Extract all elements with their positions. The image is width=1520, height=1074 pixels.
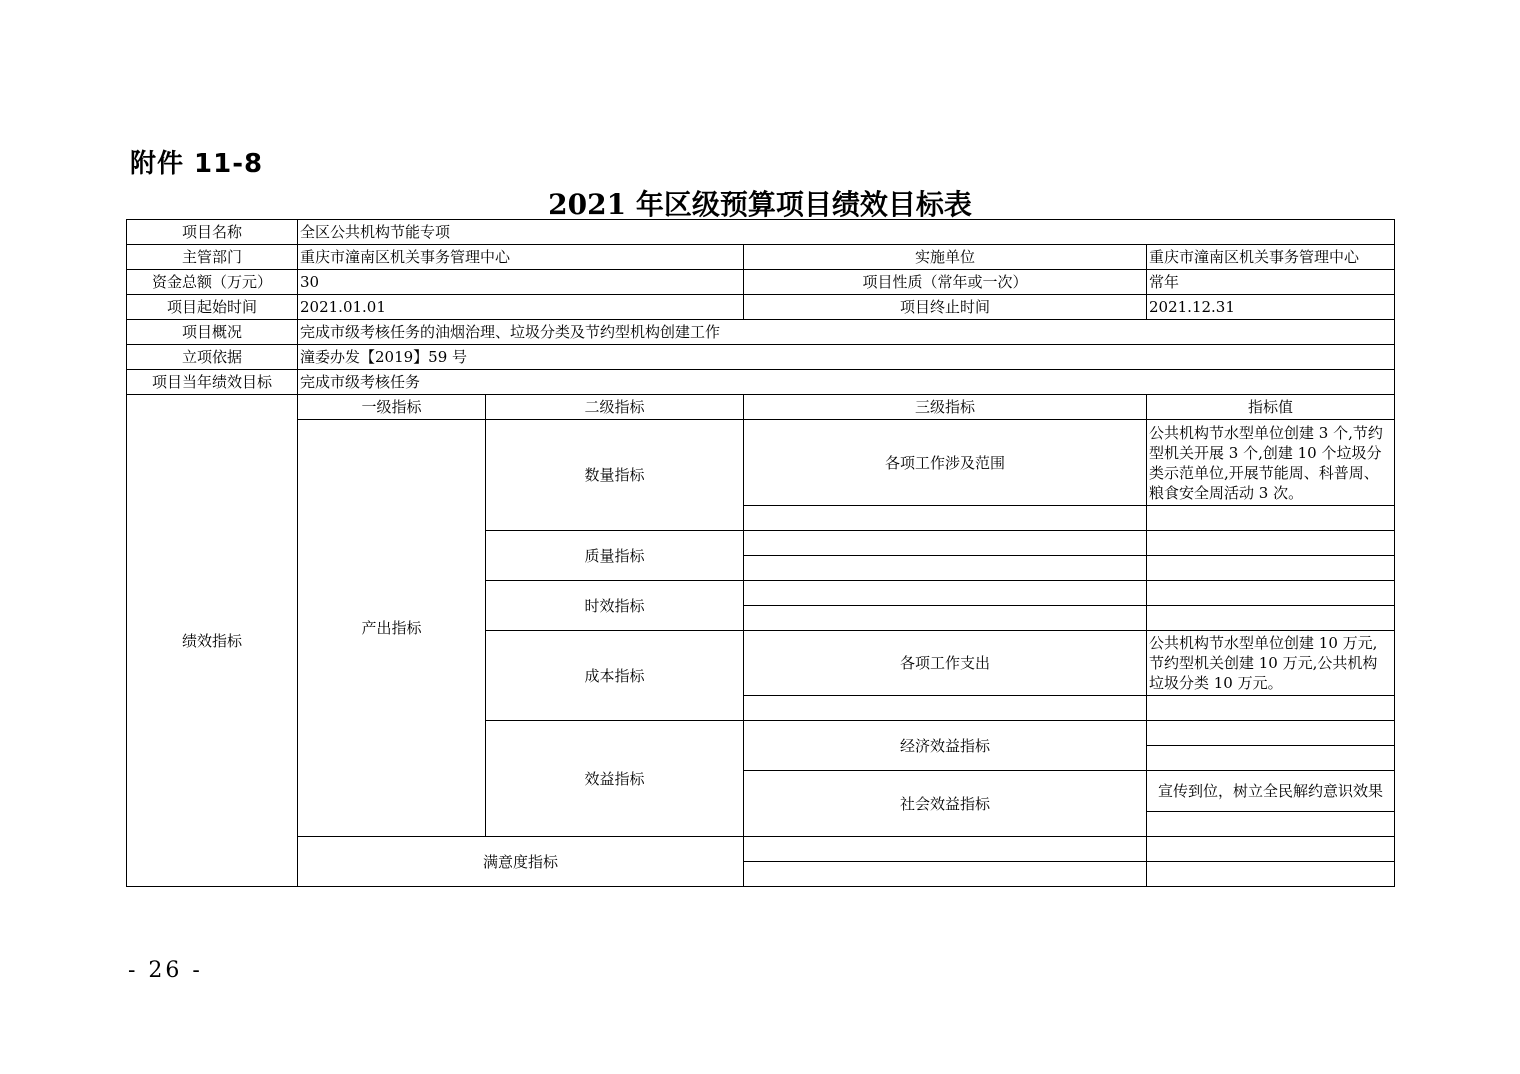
social-indicator: 社会效益指标 (744, 771, 1147, 837)
goal-value: 完成市级考核任务 (298, 370, 1395, 395)
attachment-label: 附件 11-8 (130, 149, 264, 179)
start-value: 2021.01.01 (298, 295, 744, 320)
start-label: 项目起始时间 (127, 295, 298, 320)
cost-indicator: 成本指标 (486, 631, 744, 721)
satisfaction-indicator: 满意度指标 (298, 837, 744, 887)
fund-value: 30 (298, 270, 744, 295)
empty-cell (1147, 837, 1395, 862)
performance-indicators-label: 绩效指标 (127, 395, 298, 887)
empty-cell (744, 506, 1147, 531)
table-row (127, 370, 1395, 395)
overview-value: 完成市级考核任务的油烟治理、垃圾分类及节约型机构创建工作 (298, 320, 1395, 345)
cost-value: 公共机构节水型单位创建 10 万元,节约型机关创建 10 万元,公共机构垃圾分类 10 万元。 (1147, 631, 1395, 696)
header-level3: 三级指标 (744, 395, 1147, 420)
overview-label: 项目概况 (127, 320, 298, 345)
dept-value: 重庆市潼南区机关事务管理中心 (298, 245, 744, 270)
empty-cell (744, 606, 1147, 631)
empty-cell (744, 531, 1147, 556)
basis-value: 潼委办发【2019】59 号 (298, 345, 1395, 370)
quantity-value: 公共机构节水型单位创建 3 个,节约型机关开展 3 个,创建 10 个垃圾分类示范单位,开展节能周、科普周、粮食安全周活动 3 次。 (1147, 420, 1395, 506)
table-row (127, 345, 1395, 370)
end-value: 2021.12.31 (1147, 295, 1395, 320)
empty-cell (1147, 812, 1395, 837)
empty-cell (744, 581, 1147, 606)
page-number: - 26 - (128, 958, 203, 983)
quantity-item: 各项工作涉及范围 (744, 420, 1147, 506)
empty-cell (744, 837, 1147, 862)
table-row (127, 837, 1395, 862)
empty-cell (1147, 531, 1395, 556)
benefit-indicator: 效益指标 (486, 721, 744, 837)
dept-label: 主管部门 (127, 245, 298, 270)
end-label: 项目终止时间 (744, 295, 1147, 320)
empty-cell (744, 862, 1147, 887)
impl-value: 重庆市潼南区机关事务管理中心 (1147, 245, 1395, 270)
table-row (127, 245, 1395, 270)
social-item: 宣传到位，树立全民解约意识效果 (1147, 771, 1395, 812)
table-row (127, 320, 1395, 345)
table-row (127, 395, 1395, 420)
table-row (127, 420, 1395, 506)
cost-item: 各项工作支出 (744, 631, 1147, 696)
fund-label: 资金总额（万元） (127, 270, 298, 295)
output-indicator: 产出指标 (298, 420, 486, 837)
basis-label: 立项依据 (127, 345, 298, 370)
empty-cell (1147, 746, 1395, 771)
header-level2: 二级指标 (486, 395, 744, 420)
nature-value: 常年 (1147, 270, 1395, 295)
empty-cell (1147, 556, 1395, 581)
table-row (127, 270, 1395, 295)
project-name-value: 全区公共机构节能专项 (298, 220, 1395, 245)
header-level1: 一级指标 (298, 395, 486, 420)
performance-target-table (126, 219, 1395, 887)
empty-cell (1147, 721, 1395, 746)
page-title: 2021 年区级预算项目绩效目标表 (548, 188, 972, 221)
empty-cell (1147, 696, 1395, 721)
timeliness-indicator: 时效指标 (486, 581, 744, 631)
empty-cell (1147, 581, 1395, 606)
table-row (127, 295, 1395, 320)
nature-label: 项目性质（常年或一次） (744, 270, 1147, 295)
empty-cell (1147, 506, 1395, 531)
header-value: 指标值 (1147, 395, 1395, 420)
goal-label: 项目当年绩效目标 (127, 370, 298, 395)
empty-cell (744, 556, 1147, 581)
quality-indicator: 质量指标 (486, 531, 744, 581)
economic-indicator: 经济效益指标 (744, 721, 1147, 771)
empty-cell (744, 696, 1147, 721)
project-name-label: 项目名称 (127, 220, 298, 245)
quantity-indicator: 数量指标 (486, 420, 744, 531)
empty-cell (1147, 862, 1395, 887)
impl-label: 实施单位 (744, 245, 1147, 270)
table-row (127, 220, 1395, 245)
empty-cell (1147, 606, 1395, 631)
